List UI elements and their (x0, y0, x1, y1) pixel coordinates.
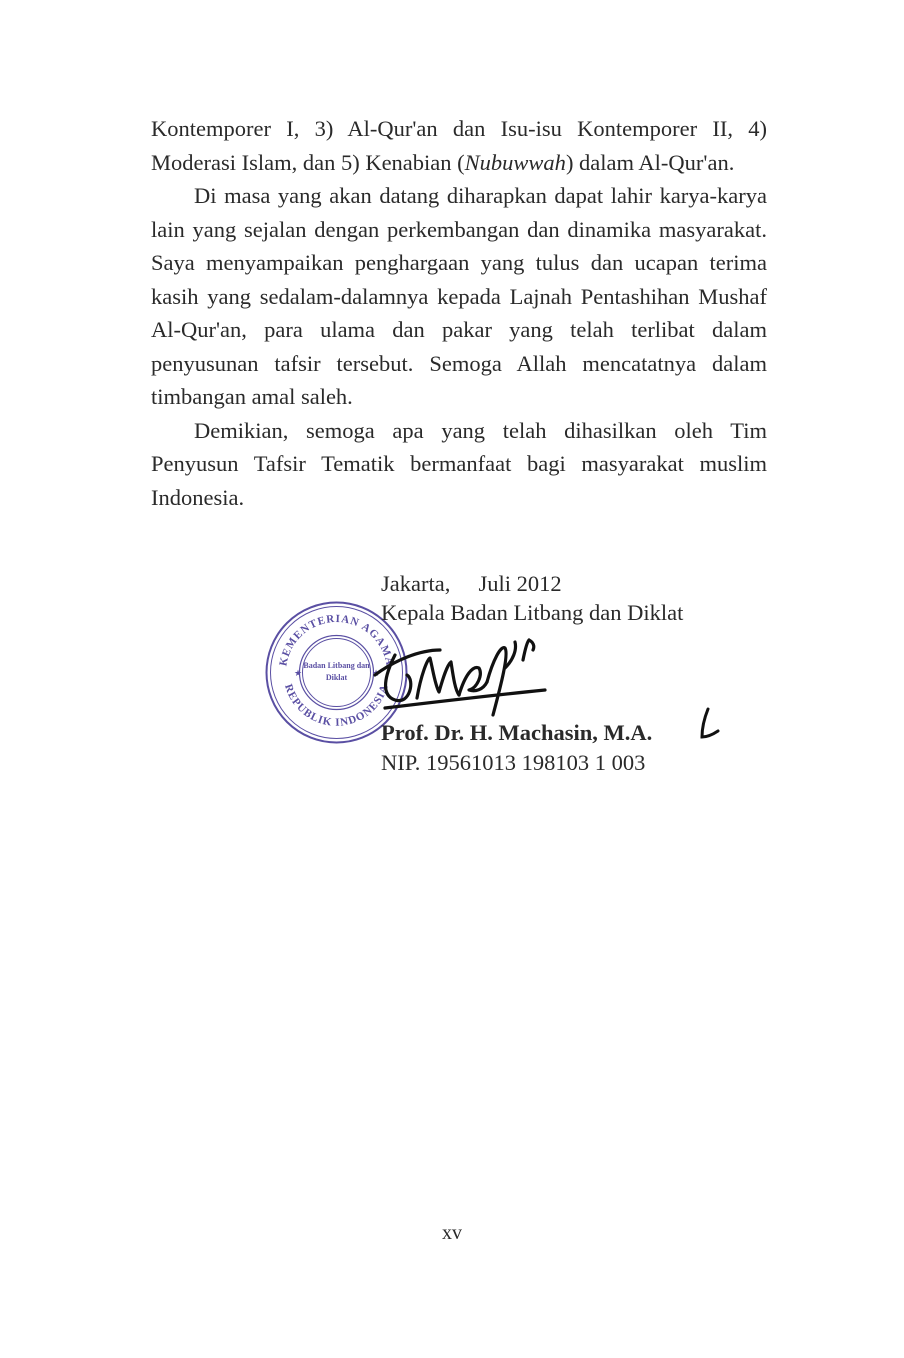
text-run: Demikian, semoga apa yang telah dihasilkan oleh Tim Penyusun Tafsir Tematik bermanfaat bagi masyarakat muslim Indonesia. (151, 417, 767, 510)
signature-position: Kepala Badan Litbang dan Diklat (381, 600, 684, 625)
paragraph (151, 112, 767, 179)
stamp-top-text: KEMENTERIAN AGAMA (277, 612, 396, 668)
text-run: Kontemporer I, 3) Al-Qur'an dan Isu-isu Kontemporer II, 4) Moderasi Islam, dan 5) Kenabian ( (151, 116, 767, 175)
signature-place-date: Jakarta, Juli 2012 (381, 571, 562, 596)
signatory-nip: NIP. 19561013 198103 1 003 (381, 750, 646, 775)
text-run: Di masa yang akan datang diharapkan dapat lahir karya-karya lain yang sejalan dengan perkembangan dan dinamika masyarakat. Saya menyampaikan penghargaan yang tulus dan ucapan terima kasih yang sedalam-dalamnya kepada Lajnah Pentashihan Mushaf Al-Qur'an, para ulama dan pakar yang telah terlibat dalam penyusunan tafsir tersebut. Semoga Allah mencatatnya dalam timbangan amal saleh. (151, 183, 767, 409)
handwritten-initial (694, 705, 724, 745)
svg-text:★: ★ (294, 669, 303, 679)
paragraph (151, 414, 767, 515)
svg-text:★: ★ (372, 669, 381, 679)
stamp-bottom-text: REPUBLIK INDONESIA (282, 682, 391, 729)
page-number: xv (442, 1222, 462, 1244)
text-run: ) dalam Al-Qur'an. (565, 149, 735, 175)
paragraph (151, 179, 767, 414)
stamp-inner-line2: Diklat (325, 673, 348, 682)
italic-term: Nubuwwah (464, 149, 566, 175)
body-text (151, 112, 767, 514)
handwritten-signature (355, 620, 555, 730)
stamp-inner-line1: Badan Litbang dan (303, 661, 370, 670)
signatory-name: Prof. Dr. H. Machasin, M.A. (381, 720, 653, 745)
